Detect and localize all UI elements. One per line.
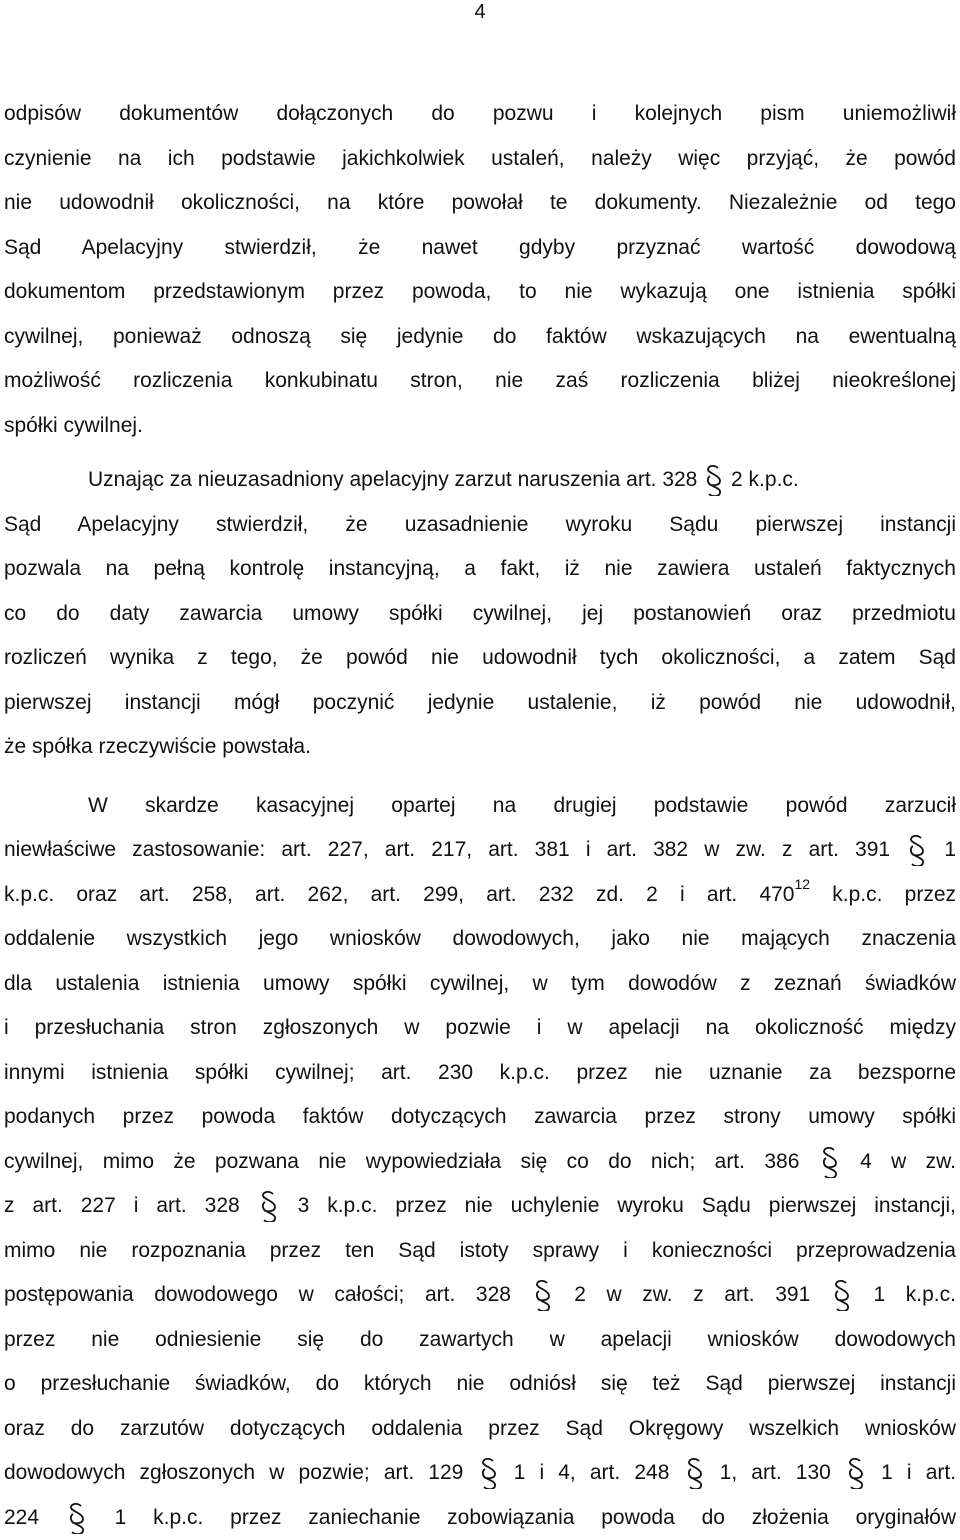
text-line: przez nie odniesienie się do zawartych w apelacji wniosków dowodowych [4,1318,956,1363]
text-line: podanych przez powoda faktów dotyczących zawarcia przez strony umowy spółki [4,1095,956,1140]
text-segment: k.p.c. oraz art. 258, art. 262, art. 299, art. 232 zd. 2 i art. 470 [4,883,794,906]
text-segment: niewłaściwe zastosowanie: art. 227, art. 217, art. 381 i art. 382 w zw. z art. 391 [4,838,890,861]
document-body [4,92,956,1540]
section-sign-icon [831,1285,853,1305]
text-line: pozwala na pełną kontrolę instancyjną, a fakt, iż nie zawiera ustaleń faktycznych [4,547,956,592]
text-segment: postępowania dowodowego w całości; art. 328 [4,1283,511,1306]
text-line: możliwość rozliczenia konkubinatu stron, nie zaś rozliczenia bliżej nieokreślonej [4,359,956,404]
text-segment: 1 k.p.c. przez zaniechanie zobowiązania powoda do złożenia oryginałów [115,1506,956,1529]
text-segment: k.p.c. przez [832,883,956,906]
text-segment: dowodowych zgłoszonych w pozwie; art. 129 [4,1461,463,1484]
text-line: pierwszej instancji mógł poczynić jedynie ustalenie, iż powód nie udowodnił, [4,681,956,726]
text-line: nie udowodnił okoliczności, na które powołał te dokumenty. Niezależnie od tego [4,181,956,226]
text-segment: 4 w zw. [860,1150,956,1173]
text-segment: 1 k.p.c. [874,1283,956,1306]
text-segment: 1 i art. [881,1461,956,1484]
text-line: oraz do zarzutów dotyczących oddalenia przez Sąd Okręgowy wszelkich wniosków [4,1407,956,1452]
text-line: dokumentom przedstawionym przez powoda, to nie wykazują one istnienia spółki [4,270,956,315]
section-sign-icon [66,1508,88,1528]
section-sign-icon [684,1463,706,1483]
text-line: co do daty zawarcia umowy spółki cywilnej, jej postanowień oraz przedmiotu [4,592,956,637]
text-line: dla ustalenia istnienia umowy spółki cywilnej, w tym dowodów z zeznań świadków [4,962,956,1007]
section-sign-icon [258,1196,280,1216]
paragraph-2 [4,458,956,770]
text-line: rozliczeń wynika z tego, że powód nie udowodnił tych okoliczności, a zatem Sąd [4,636,956,681]
text-segment: cywilnej, mimo że pozwana nie wypowiedziała się co do nich; art. 386 [4,1150,799,1173]
text-segment: 3 k.p.c. przez nie uchylenie wyroku Sądu pierwszej instancji, [298,1194,956,1217]
section-sign-icon [845,1463,867,1483]
paragraph-3 [4,784,956,1540]
text-segment: Uznając za nieuzasadniony apelacyjny zarzut naruszenia art. 328 [88,468,697,491]
text-segment: 1 i 4, art. 248 [514,1461,670,1484]
section-sign-icon [703,470,725,490]
text-line: spółki cywilnej. [4,404,956,449]
text-line [4,458,956,503]
text-line: odpisów dokumentów dołączonych do pozwu i kolejnych pism uniemożliwił [4,92,956,137]
section-sign-icon [819,1152,841,1172]
paragraph-1 [4,92,956,448]
text-segment: 2 w zw. z art. 391 [574,1283,810,1306]
text-line [4,1184,956,1229]
text-line [4,1496,956,1540]
page-number: 4 [470,0,490,24]
text-line: mimo nie rozpoznania przez ten Sąd istoty sprawy i konieczności przeprowadzenia [4,1229,956,1274]
text-line: W skardze kasacyjnej opartej na drugiej podstawie powód zarzucił [4,784,956,829]
text-line: oddalenie wszystkich jego wniosków dowodowych, jako nie mających znaczenia [4,917,956,962]
text-segment: 1 [944,838,956,861]
text-segment: 2 k.p.c. [731,468,799,491]
text-segment: 224 [4,1506,39,1529]
section-sign-icon [478,1463,500,1483]
text-line [4,828,956,873]
text-line: o przesłuchanie świadków, do których nie odniósł się też Sąd pierwszej instancji [4,1362,956,1407]
text-line [4,1451,956,1496]
text-line [4,1273,956,1318]
text-line: Sąd Apelacyjny stwierdził, że uzasadnienie wyroku Sądu pierwszej instancji [4,503,956,548]
text-segment: z art. 227 i art. 328 [4,1194,240,1217]
section-sign-icon [906,840,928,860]
text-line: cywilnej, ponieważ odnoszą się jedynie do faktów wskazujących na ewentualną [4,315,956,360]
text-line: i przesłuchania stron zgłoszonych w pozwie i w apelacji na okoliczność między [4,1006,956,1051]
text-segment: 1, art. 130 [720,1461,831,1484]
text-line: że spółka rzeczywiście powstała. [4,725,956,770]
text-line: czynienie na ich podstawie jakichkolwiek ustaleń, należy więc przyjąć, że powód [4,137,956,182]
text-line: innymi istnienia spółki cywilnej; art. 230 k.p.c. przez nie uznanie za bezsporne [4,1051,956,1096]
section-sign-icon [532,1285,554,1305]
text-line [4,1140,956,1185]
superscript: 12 [794,876,810,892]
text-line [4,873,956,918]
text-line: Sąd Apelacyjny stwierdził, że nawet gdyby przyznać wartość dowodową [4,226,956,271]
